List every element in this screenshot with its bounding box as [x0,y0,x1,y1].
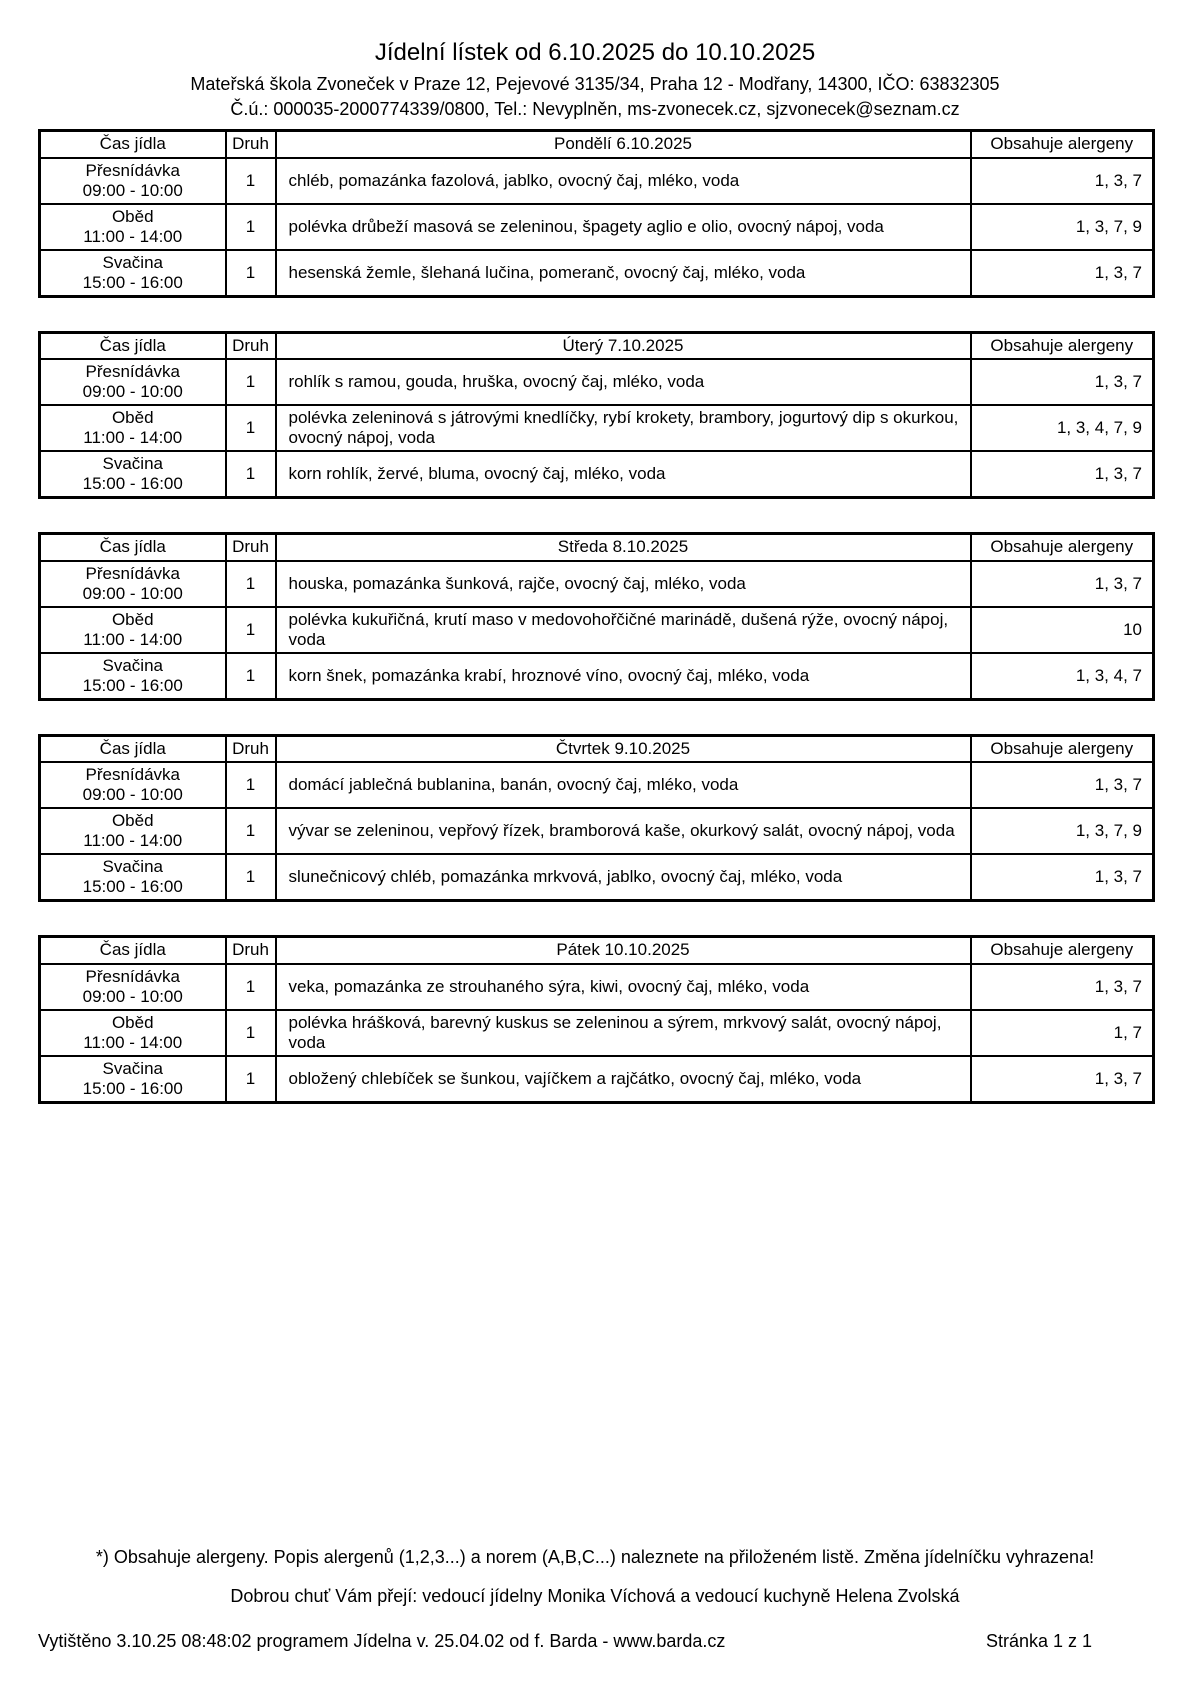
meal-time-cell [40,854,226,901]
meal-type-cell: 1 [226,359,276,405]
meal-allergens-cell: 1, 3, 7 [971,762,1154,808]
meal-time: 11:00 - 14:00 [83,629,183,649]
meal-time-cell [40,808,226,854]
meal-name: Přesnídávka [85,362,180,381]
allergens-column-header: Obsahuje alergeny [971,332,1154,359]
bon-appetit-note: Dobrou chuť Vám přejí: vedoucí jídelny Monika Víchová a vedoucí kuchyně Helena Zvolská [230,1586,960,1606]
meal-allergens-cell: 1, 3, 7 [971,250,1154,297]
meal-type-cell: 1 [226,964,276,1010]
meal-time: 11:00 - 14:00 [83,226,183,246]
meal-description-cell: korn šnek, pomazánka krabí, hroznové víno, ovocný čaj, mléko, voda [276,653,971,700]
meal-name: Oběd [111,1012,154,1032]
meal-row [40,451,1154,498]
meal-row [40,204,1154,250]
time-column-header: Čas jídla [40,937,226,964]
meal-time: 09:00 - 10:00 [82,382,183,401]
meal-time-cell [40,405,226,451]
meal-name: Oběd [111,609,154,629]
meal-time: 15:00 - 16:00 [82,272,183,292]
meal-description-cell: polévka zeleninová s játrovými knedlíčky, rybí krokety, brambory, jogurtový dip s okurkou, ovocný nápoj, voda [276,405,971,451]
document-footer [38,1545,1152,1653]
menu-table [38,532,1155,701]
meal-allergens-cell: 1, 3, 7 [971,964,1154,1010]
meal-description-cell: houska, pomazánka šunková, rajče, ovocný čaj, mléko, voda [276,561,971,607]
meal-description-cell: obložený chlebíček se šunkou, vajíčkem a rajčátko, ovocný čaj, mléko, voda [276,1056,971,1103]
day-title: Pátek 10.10.2025 [276,937,971,964]
time-column-header: Čas jídla [40,332,226,359]
meal-time: 11:00 - 14:00 [83,428,183,447]
meal-type-cell: 1 [226,653,276,700]
meal-time-cell [40,204,226,250]
meal-allergens-cell: 1, 3, 7, 9 [971,204,1154,250]
meal-row [40,561,1154,607]
page-title: Jídelní lístek od 6.10.2025 do 10.10.2025 [374,39,816,66]
meal-allergens-cell: 1, 3, 7 [971,158,1154,204]
meal-time: 15:00 - 16:00 [82,675,183,695]
menu-tables [38,129,1152,1104]
meal-row [40,250,1154,297]
meal-name: Oběd [111,811,154,830]
meal-name: Svačina [102,1058,163,1078]
type-column-header: Druh [226,735,276,762]
menu-table [38,331,1155,500]
time-column-header: Čas jídla [40,735,226,762]
meal-type-cell: 1 [226,204,276,250]
meal-row [40,359,1154,405]
meal-time: 15:00 - 16:00 [82,877,183,896]
meal-type-cell: 1 [226,1010,276,1056]
meal-time: 09:00 - 10:00 [82,986,183,1006]
meal-time: 09:00 - 10:00 [82,583,183,603]
meal-description-cell: hesenská žemle, šlehaná lučina, pomeranč, ovocný čaj, mléko, voda [276,250,971,297]
meal-description-cell: polévka hrášková, barevný kuskus se zeleninou a sýrem, mrkvový salát, ovocný nápoj, voda [276,1010,971,1056]
meal-time-cell [40,762,226,808]
meal-time-cell [40,964,226,1010]
meal-name: Přesnídávka [85,966,180,986]
meal-allergens-cell: 1, 7 [971,1010,1154,1056]
meal-allergens-cell: 1, 3, 4, 7, 9 [971,405,1154,451]
meal-row [40,854,1154,901]
meal-name: Přesnídávka [85,765,180,784]
meal-description-cell: vývar se zeleninou, vepřový řízek, bramborová kaše, okurkový salát, ovocný nápoj, voda [276,808,971,854]
meal-name: Oběd [111,206,154,226]
meal-time-cell [40,1056,226,1103]
meal-description-cell: korn rohlík, žervé, bluma, ovocný čaj, mléko, voda [276,451,971,498]
table-header-row [40,937,1154,964]
meal-time-cell [40,607,226,653]
meal-time: 11:00 - 14:00 [83,1032,183,1052]
meal-row [40,607,1154,653]
meal-name: Přesnídávka [85,160,180,180]
allergens-column-header: Obsahuje alergeny [971,534,1154,561]
meal-allergens-cell: 1, 3, 7 [971,451,1154,498]
meal-row [40,653,1154,700]
meal-row [40,808,1154,854]
meal-allergens-cell: 1, 3, 7 [971,561,1154,607]
table-header-row [40,131,1154,158]
meal-time: 15:00 - 16:00 [82,1078,183,1098]
meal-type-cell: 1 [226,158,276,204]
type-column-header: Druh [226,534,276,561]
meal-row [40,158,1154,204]
type-column-header: Druh [226,332,276,359]
print-info-line [38,1629,1152,1653]
allergens-column-header: Obsahuje alergeny [971,735,1154,762]
meal-row [40,1056,1154,1103]
menu-table [38,734,1155,903]
meal-type-cell: 1 [226,405,276,451]
meal-type-cell: 1 [226,854,276,901]
meal-time-cell [40,451,226,498]
meal-name: Svačina [102,857,163,876]
meal-type-cell: 1 [226,762,276,808]
meal-type-cell: 1 [226,607,276,653]
meal-allergens-cell: 10 [971,607,1154,653]
time-column-header: Čas jídla [40,534,226,561]
table-header-row [40,332,1154,359]
allergen-note: *) Obsahuje alergeny. Popis alergenů (1,2,3...) a norem (A,B,C...) naleznete na přiloženém listě. Změna jídelníčku vyhrazena! [95,1547,1095,1567]
contact-info: Č.ú.: 000035-2000774339/0800, Tel.: Nevyplněn, ms-zvonecek.cz, sjzvonecek@seznam.cz [230,99,960,119]
meal-type-cell: 1 [226,808,276,854]
meal-row [40,1010,1154,1056]
meal-name: Přesnídávka [85,563,180,583]
allergens-column-header: Obsahuje alergeny [971,937,1154,964]
menu-document [38,0,1152,1684]
day-title: Středa 8.10.2025 [276,534,971,561]
meal-description-cell: polévka kukuřičná, krutí maso v medovohořčičné marinádě, dušená rýže, ovocný nápoj, voda [276,607,971,653]
type-column-header: Druh [226,937,276,964]
meal-description-cell: rohlík s ramou, gouda, hruška, ovocný čaj, mléko, voda [276,359,971,405]
meal-type-cell: 1 [226,451,276,498]
allergens-column-header: Obsahuje alergeny [971,131,1154,158]
meal-time: 11:00 - 14:00 [83,831,183,850]
meal-time: 09:00 - 10:00 [82,180,183,200]
meal-row [40,405,1154,451]
meal-allergens-cell: 1, 3, 4, 7 [971,653,1154,700]
table-header-row [40,735,1154,762]
meal-time-cell [40,653,226,700]
meal-type-cell: 1 [226,561,276,607]
meal-description-cell: veka, pomazánka ze strouhaného sýra, kiwi, ovocný čaj, mléko, voda [276,964,971,1010]
print-info: Vytištěno 3.10.25 08:48:02 programem Jídelna v. 25.04.02 od f. Barda - www.barda.cz [38,1631,726,1651]
meal-type-cell: 1 [226,1056,276,1103]
document-header [38,0,1152,122]
meal-description-cell: chléb, pomazánka fazolová, jablko, ovocný čaj, mléko, voda [276,158,971,204]
meal-name: Oběd [111,408,154,427]
meal-row [40,762,1154,808]
meal-allergens-cell: 1, 3, 7 [971,1056,1154,1103]
meal-name: Svačina [102,252,163,272]
menu-table [38,935,1155,1104]
type-column-header: Druh [226,131,276,158]
meal-time-cell [40,250,226,297]
meal-time-cell [40,158,226,204]
day-title: Pondělí 6.10.2025 [276,131,971,158]
meal-row [40,964,1154,1010]
meal-name: Svačina [102,655,163,675]
day-title: Čtvrtek 9.10.2025 [276,735,971,762]
meal-name: Svačina [102,454,163,473]
meal-description-cell: domácí jablečná bublanina, banán, ovocný čaj, mléko, voda [276,762,971,808]
meal-allergens-cell: 1, 3, 7 [971,854,1154,901]
meal-allergens-cell: 1, 3, 7 [971,359,1154,405]
meal-time: 09:00 - 10:00 [82,785,183,804]
meal-time: 15:00 - 16:00 [82,474,183,493]
day-title: Úterý 7.10.2025 [276,332,971,359]
meal-description-cell: polévka drůbeží masová se zeleninou, špagety aglio e olio, ovocný nápoj, voda [276,204,971,250]
meal-type-cell: 1 [226,250,276,297]
table-header-row [40,534,1154,561]
menu-table [38,129,1155,298]
meal-time-cell [40,561,226,607]
page-number: Stránka 1 z 1 [985,1631,1092,1651]
meal-allergens-cell: 1, 3, 7, 9 [971,808,1154,854]
meal-description-cell: slunečnicový chléb, pomazánka mrkvová, jablko, ovocný čaj, mléko, voda [276,854,971,901]
meal-time-cell [40,1010,226,1056]
meal-time-cell [40,359,226,405]
school-info: Mateřská škola Zvoneček v Praze 12, Pejevové 3135/34, Praha 12 - Modřany, 14300, IČO: 63832305 [190,74,1000,94]
time-column-header: Čas jídla [40,131,226,158]
